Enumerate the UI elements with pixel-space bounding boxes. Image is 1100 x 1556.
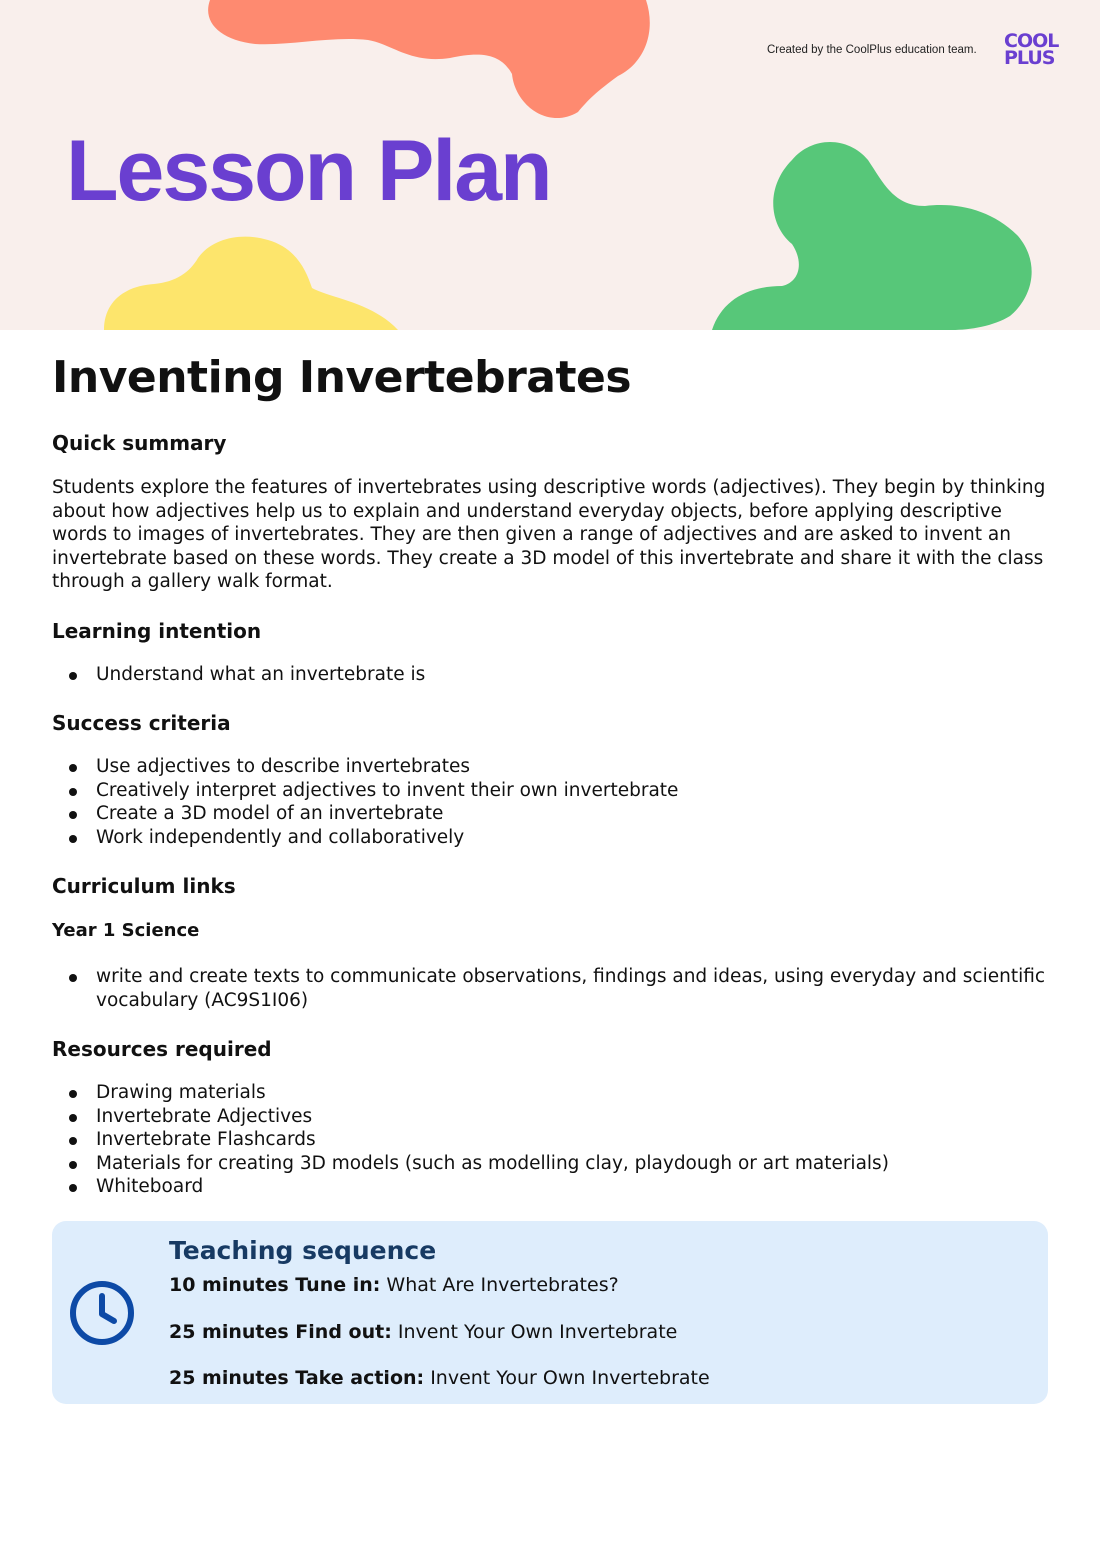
page-title: Lesson Plan [66, 123, 551, 219]
learning-intention-list [52, 663, 1052, 687]
resources-heading: Resources required [52, 1037, 272, 1061]
quick-summary-heading: Quick summary [52, 431, 227, 455]
step-text: What Are Invertebrates? [386, 1274, 619, 1296]
header-banner [0, 0, 1100, 330]
teaching-sequence-box [52, 1221, 1048, 1404]
list-item: Work independently and collaboratively [52, 826, 1052, 850]
list-item: Use adjectives to describe invertebrates [52, 755, 1052, 779]
sequence-step [169, 1273, 619, 1297]
resources-list [52, 1081, 1052, 1199]
curriculum-subheading: Year 1 Science [52, 920, 200, 941]
lesson-title: Inventing Invertebrates [52, 352, 632, 403]
list-item: Invertebrate Flashcards [52, 1128, 1052, 1152]
list-item: write and create texts to communicate observations, findings and ideas, using everyday and scientific vocabulary (AC9S1I06) [52, 965, 1052, 1012]
success-criteria-list [52, 755, 1052, 849]
step-text: Invent Your Own Invertebrate [430, 1367, 710, 1389]
step-label: 25 minutes Take action: [169, 1367, 425, 1389]
list-item: Create a 3D model of an invertebrate [52, 802, 1052, 826]
step-label: 25 minutes Find out: [169, 1321, 392, 1343]
sequence-step [169, 1320, 677, 1344]
list-item: Invertebrate Adjectives [52, 1105, 1052, 1129]
green-blob [712, 142, 1032, 330]
clock-icon [68, 1279, 136, 1347]
step-label: 10 minutes Tune in: [169, 1274, 381, 1296]
logo-line-2: PLUS [1004, 47, 1055, 69]
yellow-blob [104, 237, 398, 330]
coolplus-logo [1004, 30, 1068, 69]
curriculum-links-list [52, 965, 1052, 1012]
list-item: Understand what an invertebrate is [52, 663, 1052, 687]
list-item: Materials for creating 3D models (such as modelling clay, playdough or art materials) [52, 1152, 1052, 1176]
success-criteria-heading: Success criteria [52, 711, 231, 735]
teaching-sequence-heading: Teaching sequence [169, 1236, 437, 1265]
list-item: Whiteboard [52, 1175, 1052, 1199]
lesson-content [52, 352, 1052, 1199]
curriculum-links-heading: Curriculum links [52, 874, 236, 898]
list-item: Drawing materials [52, 1081, 1052, 1105]
step-text: Invent Your Own Invertebrate [397, 1321, 678, 1343]
list-item: Creatively interpret adjectives to invent their own invertebrate [52, 779, 1052, 803]
logo-line-1: COOL [1004, 30, 1059, 52]
credit-text: Created by the CoolPlus education team. [767, 44, 977, 56]
learning-intention-heading: Learning intention [52, 618, 262, 643]
orange-blob [208, 0, 650, 118]
quick-summary-text: Students explore the features of invertebrates using descriptive words (adjectives). They begin by thinking about how adjectives help us to explain and understand everyday objects, before applying descriptive words to images of invertebrates. They are then given a range of adjectives and are asked to invent an invertebrate based on these words. They create a 3D model of this invertebrate and share it with the class through a gallery walk format. [52, 477, 1046, 592]
sequence-step [169, 1366, 710, 1390]
